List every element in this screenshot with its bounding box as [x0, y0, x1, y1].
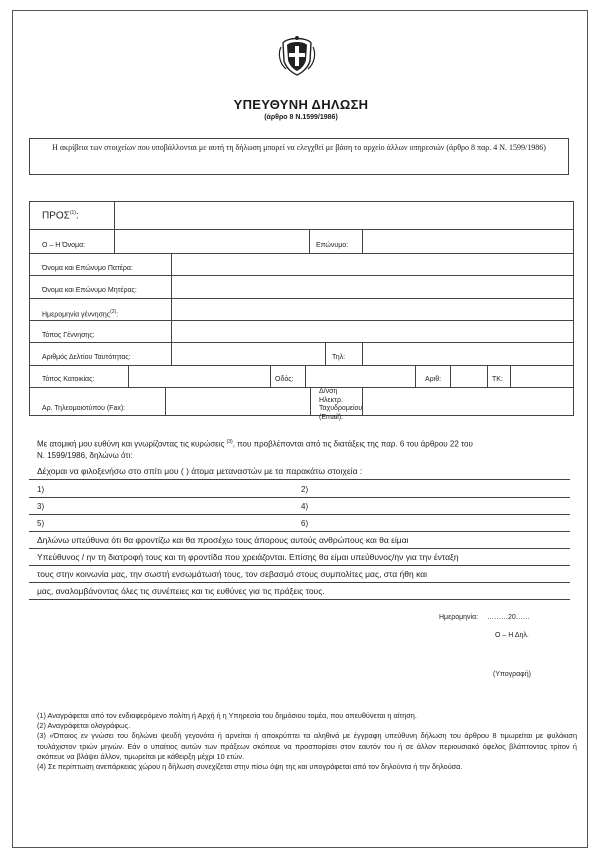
- migrant-item-2: 2): [301, 485, 309, 494]
- migrant-item-6: 6): [301, 519, 309, 528]
- street-label: Οδός:: [275, 376, 294, 383]
- migrant-item-5: 5): [37, 519, 45, 528]
- birthdate-label: Ημερομηνία γέννησης$^{(2)}$:: [42, 309, 119, 319]
- father-name-label: Όνομα και Επώνυμο Πατέρα:: [42, 265, 133, 272]
- declaration-paragraph-line1: Δηλώνω υπεύθυνα ότι θα φροντίζω και θα προσέχω τους άπορους αυτούς ανθρώπους και θα είμαι: [37, 535, 409, 545]
- birthplace-field[interactable]: [173, 321, 572, 341]
- email-label: Δ/νση Ηλεκτρ. Ταχυδρομείου (Email):: [319, 388, 363, 421]
- date-value[interactable]: ………20……: [487, 614, 530, 621]
- fax-label: Αρ. Τηλεομοιοτύπου (Fax):: [42, 405, 126, 412]
- signature-label: (Υπογραφή): [493, 671, 531, 678]
- postcode-label: ΤΚ:: [492, 376, 503, 383]
- mother-name-field[interactable]: [173, 276, 572, 297]
- declaration-paragraph-line4: μας, αναλομβάνοντας όλες τις συνέπειες και τις ευθύνες για τις πράξεις τους.: [37, 586, 325, 596]
- number-label: Αριθ:: [425, 376, 442, 383]
- pros-field[interactable]: [116, 203, 572, 228]
- footnote-2: (2) Αναγράφεται ολογράφως.: [37, 721, 131, 731]
- declaration-paragraph-line2: Υπεύθυνος / ην τη διατροφή τους και τη φροντίδα που χρειάζονται. Επίσης θα είμαι υπεύθυνος/ην για την ένταξη: [37, 552, 459, 562]
- residence-field[interactable]: [130, 366, 269, 386]
- number-field[interactable]: [452, 366, 486, 386]
- greek-coat-of-arms-icon: [277, 33, 317, 77]
- email-field[interactable]: [364, 388, 572, 415]
- father-name-field[interactable]: [173, 254, 572, 274]
- migrant-item-1: 1): [37, 485, 45, 494]
- migrant-item-3: 3): [37, 502, 45, 511]
- declarant-label: Ο – Η Δηλ.: [495, 632, 529, 639]
- surname-label: Επώνυμο:: [316, 242, 349, 249]
- phone-label: Τηλ:: [332, 354, 346, 361]
- surname-field[interactable]: [364, 230, 572, 252]
- migrant-item-4: 4): [301, 502, 309, 511]
- declaration-form-page: [12, 10, 588, 848]
- name-field[interactable]: [116, 230, 308, 252]
- personal-details-form: [29, 201, 574, 421]
- declaration-intro: Με ατομική μου ευθύνη και γνωρίζοντας τις κυρώσεις $^{(3)}$, που προβλέπονται από τις διατάξεις της παρ. 6 του άρθρου 22 του: [37, 439, 473, 449]
- footnote-3: (3) «Όποιος εν γνώσει του δηλώνει ψευδή γεγονότα ή αρνείται ή αποκρύπτει τα αληθινά με έγγραφη υπεύθυνη δήλωση του άρθρου 8 τιμωρείται με φυλάκιση τουλάχιστον τριών μηνών. Εάν ο υπαίτιος αυτών των πράξεων σκόπευε να προσπορίσει στον εαυτόν του ή σε άλλον περιουσιακό όφελος βλάπτοντας τρίτον ή σκόπευε να βλάψει άλλον, τιμωρείται με κάθειρξη μέχρι 10 ετών.: [37, 731, 577, 761]
- fax-field[interactable]: [167, 388, 309, 415]
- residence-label: Τόπος Κατοικίας:: [42, 376, 95, 383]
- pros-label: ΠΡΟΣ$^{(1)}$:: [42, 210, 79, 222]
- birthdate-field[interactable]: [173, 299, 572, 319]
- accept-statement: Δέχομαι να φιλοξενήσω στο σπίτι μου ( ) άτομα μεταναστών με τα παρακάτω στοιχεία :: [37, 466, 363, 476]
- street-field[interactable]: [307, 366, 414, 386]
- id-number-field[interactable]: [173, 343, 324, 364]
- declaration-paragraph-line3: τους στην κοινωνία μας, την σωστή ενσωμάτωσή τους, τον σεβασμό στους συμπολίτες μας, στα ήθη και: [37, 569, 428, 579]
- document-subtitle: (άρθρο 8 Ν.1599/1986): [264, 114, 338, 121]
- name-label: Ο – Η Όνομα:: [42, 242, 86, 249]
- document-title: ΥΠΕΥΘΥΝΗ ΔΗΛΩΣΗ: [233, 97, 369, 112]
- footnotes: [37, 711, 577, 772]
- phone-field[interactable]: [364, 343, 572, 364]
- postcode-field[interactable]: [512, 366, 572, 386]
- mother-name-label: Όνομα και Επώνυμο Μητέρας:: [42, 287, 137, 294]
- footnote-4: (4) Σε περίπτωση ανεπάρκειας χώρου η δήλωση συνεχίζεται στην πίσω όψη της και υπογράφεται από τον δηλούντα ή την δηλούσα.: [37, 762, 463, 772]
- declaration-intro-line2: Ν. 1599/1986, δηλώνω ότι:: [37, 451, 133, 460]
- footnote-1: (1) Αναγράφεται από τον ενδιαφερόμενο πολίτη ή Αρχή ή η Υπηρεσία του δημόσιου τομέα, που απευθύνεται η αίτηση.: [37, 711, 417, 720]
- birthplace-label: Τόπος Γέννησης:: [42, 332, 95, 339]
- accuracy-notice: Η ακρίβεια των στοιχείων που υποβάλλονται με αυτή τη δήλωση μπορεί να ελεγχθεί με βάση το αρχείο άλλων υπηρεσιών (άρθρο 8 παρ. 4 Ν. 1599/1986): [29, 138, 569, 175]
- date-label: Ημερομηνία:: [439, 614, 479, 621]
- id-number-label: Αριθμός Δελτίου Ταυτότητας:: [42, 354, 131, 361]
